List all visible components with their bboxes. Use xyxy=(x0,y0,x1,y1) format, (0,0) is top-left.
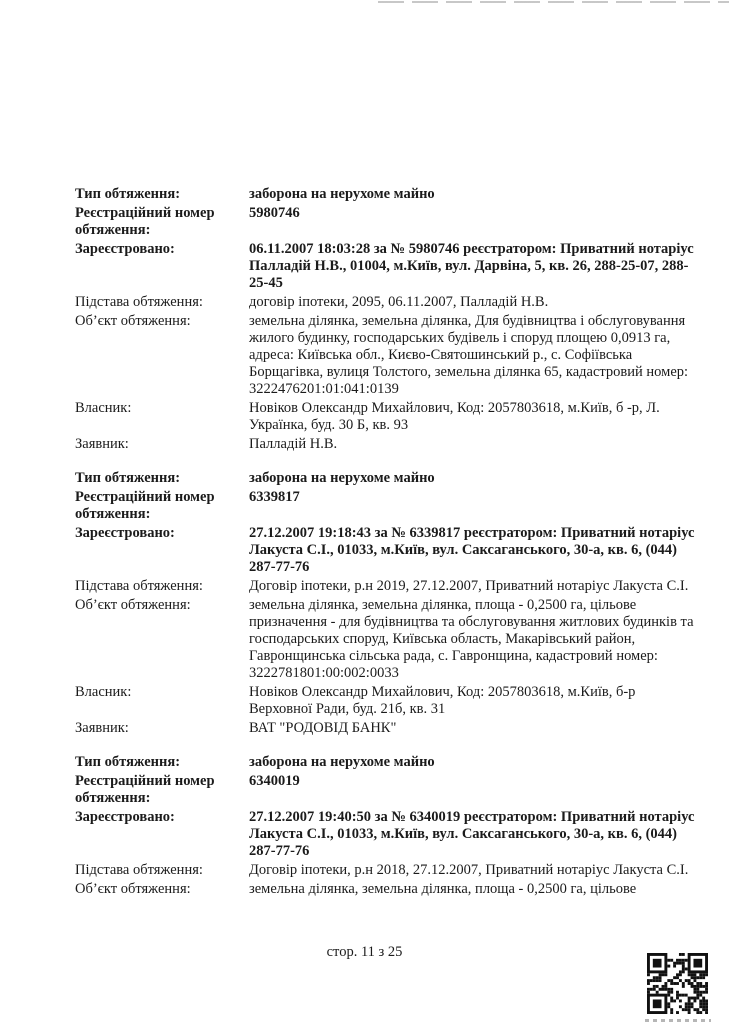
field-value: Договір іпотеки, р.н 2019, 27.12.2007, Приватний нотаріус Лакуста С.І. xyxy=(249,578,689,594)
field-row-type xyxy=(75,186,699,203)
field-label: Об’єкт обтяження: xyxy=(75,313,191,329)
field-label: Тип обтяження: xyxy=(75,754,181,770)
field-value: заборона на нерухоме майно xyxy=(249,754,435,770)
field-value: Новіков Олександр Михайлович, Код: 2057803618, м.Київ, б-р Верховної Ради, буд. 21б, кв. 31 xyxy=(249,684,636,717)
field-label: Власник: xyxy=(75,684,132,700)
field-label: Зареєстровано: xyxy=(75,525,175,541)
document-content xyxy=(75,186,699,915)
field-row-reg-number xyxy=(75,489,699,523)
field-row-reg-number xyxy=(75,773,699,807)
page-number: стор. 11 з 25 xyxy=(326,944,403,960)
field-label: Підстава обтяження: xyxy=(75,862,203,878)
field-value: 27.12.2007 19:18:43 за № 6339817 реєстратором: Приватний нотаріус Лакуста С.І., 01033, м.Київ, вул. Саксаганського, 30-а, кв. 6, (044) 287-77-76 xyxy=(249,525,695,575)
field-label: Реєстраційний номер обтяження: xyxy=(75,489,215,522)
field-label: Зареєстровано: xyxy=(75,241,175,257)
field-value: 06.11.2007 18:03:28 за № 5980746 реєстратором: Приватний нотаріус Палладій Н.В., 01004, м.Київ, вул. Дарвіна, 5, кв. 26, 288-25-07, 288-25-45 xyxy=(249,241,694,291)
field-label: Власник: xyxy=(75,400,132,416)
field-row-object xyxy=(75,313,699,398)
field-label: Підстава обтяження: xyxy=(75,578,203,594)
field-value: ВАТ "РОДОВІД БАНК" xyxy=(249,720,397,736)
field-row-type xyxy=(75,754,699,771)
encumbrance-record-2 xyxy=(75,470,699,737)
field-value: 6339817 xyxy=(249,489,300,505)
field-value: Новіков Олександр Михайлович, Код: 2057803618, м.Київ, б -р, Л. Українка, буд. 30 Б, кв. 93 xyxy=(249,400,660,433)
field-label: Підстава обтяження: xyxy=(75,294,203,310)
field-row-owner xyxy=(75,684,699,718)
field-row-object xyxy=(75,597,699,682)
field-value: заборона на нерухоме майно xyxy=(249,186,435,202)
field-value: 27.12.2007 19:40:50 за № 6340019 реєстратором: Приватний нотаріус Лакуста С.І., 01033, м.Київ, вул. Саксаганського, 30-а, кв. 6, (044) 287-77-76 xyxy=(249,809,695,859)
field-label: Реєстраційний номер обтяження: xyxy=(75,205,215,238)
field-value: 5980746 xyxy=(249,205,300,221)
field-value: 6340019 xyxy=(249,773,300,789)
field-row-owner xyxy=(75,400,699,434)
field-value: Договір іпотеки, р.н 2018, 27.12.2007, Приватний нотаріус Лакуста С.І. xyxy=(249,862,689,878)
field-row-basis xyxy=(75,294,699,311)
field-label: Тип обтяження: xyxy=(75,186,181,202)
field-row-basis xyxy=(75,862,699,879)
field-label: Об’єкт обтяження: xyxy=(75,597,191,613)
field-label: Об’єкт обтяження: xyxy=(75,881,191,897)
field-row-registered xyxy=(75,241,699,292)
encumbrance-record-1 xyxy=(75,186,699,453)
field-label: Реєстраційний номер обтяження: xyxy=(75,773,215,806)
field-value: земельна ділянка, земельна ділянка, площа - 0,2500 га, цільове xyxy=(249,881,637,897)
field-row-reg-number xyxy=(75,205,699,239)
qr-caption-smudge xyxy=(645,1019,711,1022)
encumbrance-record-3 xyxy=(75,754,699,898)
field-value: земельна ділянка, земельна ділянка, площа - 0,2500 га, цільове призначення - для будівництва та обслуговування житлових будинків та господарських споруд, Київська область, Макарівський район, Гавронщинська сільська рада, с. Гавронщина, кадастровий номер: 3222781801:00:002:0033 xyxy=(249,597,694,681)
field-row-applicant xyxy=(75,436,699,453)
field-label: Заявник: xyxy=(75,720,129,736)
field-row-applicant xyxy=(75,720,699,737)
field-row-registered xyxy=(75,809,699,860)
field-row-registered xyxy=(75,525,699,576)
qr-code xyxy=(647,953,708,1014)
field-value: Палладій Н.В. xyxy=(249,436,338,452)
field-value: заборона на нерухоме майно xyxy=(249,470,435,486)
field-row-type xyxy=(75,470,699,487)
field-row-basis xyxy=(75,578,699,595)
field-label: Зареєстровано: xyxy=(75,809,175,825)
field-label: Заявник: xyxy=(75,436,129,452)
field-value: договір іпотеки, 2095, 06.11.2007, Палладій Н.В. xyxy=(249,294,549,310)
field-label: Тип обтяження: xyxy=(75,470,181,486)
field-value: земельна ділянка, земельна ділянка, Для будівництва і обслуговування жилого будинку, господарських будівель і споруд площею 0,0913 га, адреса: Київська обл., Києво-Святошинський р., с. Софіївська Борщагівка, вулиця Толстого, земельна ділянка 65, кадастровий номер: 3222476201:01:041:0139 xyxy=(249,313,689,397)
scan-artifact-top xyxy=(378,1,729,3)
field-row-object xyxy=(75,881,699,898)
